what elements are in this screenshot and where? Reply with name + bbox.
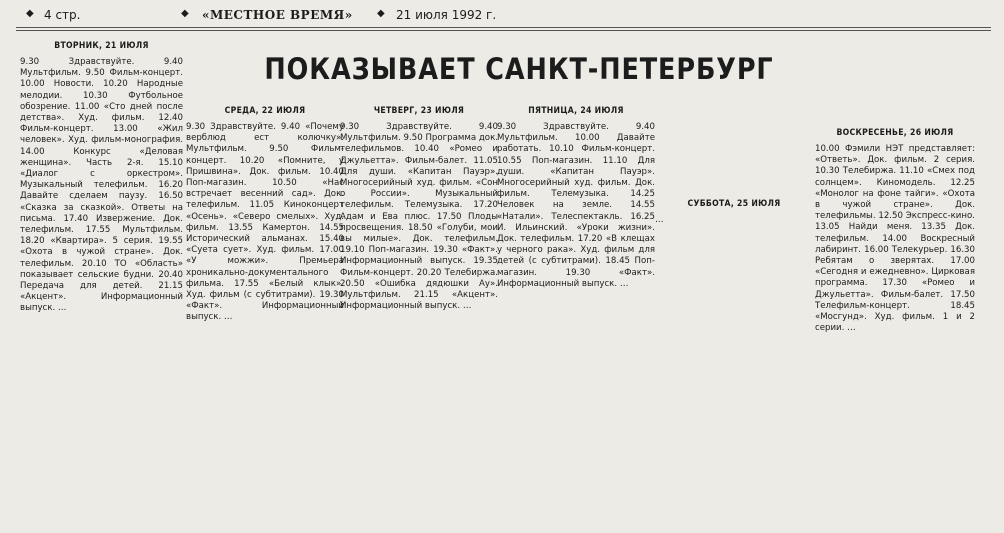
header-rule	[16, 27, 991, 28]
schedule-text: 9.30 Здравствуйте. 9.40 «Почему верблюд ест колючку». Мультфильм. 9.50 Фильм-концерт. 10.20 «Помните, у Пришвина». Док. фильм. 10.40 Поп-магазин. 10.50 «Нас встречает весенний сад». Док. телефильм. 11.05 Киноконцерт «Осень». «Северо смелых». Худ. фильм. 13.55 Камертон. 14.55 Исторический альманах. 15.40 «Суета сует». Худ. фильм. 17.00 «У можжи». Премьера хроникально-документального фильма. 17.55 «Белый клык». Худ. фильм (с субтитрами). 19.30 «Факт». Информационный выпуск. …	[186, 122, 344, 323]
schedule-text: 9.30 Здравствуйте. 9.40 Мультфильм. 9.50 Фильм-концерт. 10.00 Новости. 10.20 Народные мелодии. 10.30 Футбольное обозрение. 11.00 «Сто дней после детства». Худ. фильм. 12.40 Фильм-концерт. 13.00 «Жил человек». Худ. фильм-монография. 14.00 Конкурс «Деловая женщина». Часть 2-я. 15.10 «Диалог с оркестром». Музыкальный телефильм. 16.20 Давайте сделаем паузу. 16.50 «Сказка за сказкой». Ответы на письма. 17.40 Извержение. Док. телефильм. 17.55 Мультфильм. 18.20 «Квартира». 5 серия. 19.55 «Охота в чужой стране». Док. телефильм. 20.10 ТО «Область» показывает сельские будни. 20.40 Передача для детей. 21.15 «Акцент». Информационный выпуск. …	[20, 57, 183, 314]
schedule-column	[186, 106, 344, 519]
issue-date: 21 июля 1992 г.	[396, 8, 497, 22]
day-heading: ВТОРНИК, 21 ИЮЛЯ	[54, 41, 149, 51]
day-heading: ВОСКРЕСЕНЬЕ, 26 ИЮЛЯ	[836, 128, 954, 138]
schedule-column	[815, 128, 975, 519]
schedule-column	[655, 199, 813, 519]
diamond-icon: ◆	[26, 8, 34, 19]
day-heading: СРЕДА, 22 ИЮЛЯ	[224, 106, 306, 116]
schedule-text: 9.30 Здравствуйте. 9.40 Мультфильм. 10.00 Давайте работать. 10.10 Фильм-концерт. 10.55 Поп-магазин. 11.10 Для души. «Капитан Пауэр». Многосерийный худ. фильм. Док. фильм. Телемузыка. 14.25 Человек на земле. 14.55 «Натали». Телеспектакль. 16.25 И. Ильинский. «Уроки жизни». Док. телефильм. 17.20 «В клещах у черного рака». Худ. фильм для детей (с субтитрами). 18.45 Поп-магазин. 19.30 «Факт». Информационный выпуск. …	[497, 122, 655, 289]
schedule-column	[20, 41, 183, 519]
schedule-column	[340, 106, 498, 519]
page-number: 4 стр.	[44, 8, 81, 22]
diamond-icon: ◆	[377, 8, 385, 19]
day-heading: ПЯТНИЦА, 24 ИЮЛЯ	[528, 106, 624, 116]
schedule-column	[497, 106, 655, 519]
day-heading: ЧЕТВЕРГ, 23 ИЮЛЯ	[373, 106, 465, 116]
schedule-text: 10.00 Фэмили НЭТ представляет: «Ответь». Док. фильм. 2 серия. 10.30 Телебиржа. 11.10 «Смех под солнцем». Киномодель. 12.25 «Монолог на фоне тайги». «Охота в чужой стране». Док. телефильмы. 12.50 Экспресс-кино. 13.05 Найди меня. 13.35 Док. телефильм. 14.00 Воскресный лабиринт. 16.00 Телекурьер. 16.30 Ребятам о зверятах. 17.00 «Сегодня и ежедневно». Цирковая программа. 17.30 «Ромео и Джульетта». Фильм-балет. 17.50 Телефильм-концерт. 18.45 «Мосгунд». Худ. фильм. 1 и 2 серии. …	[815, 144, 975, 334]
diamond-icon: ◆	[181, 8, 189, 19]
schedule-text: 9.30 Здравствуйте. 9.40 Мультфильм. 9.50 Программа док. телефильмов. 10.40 «Ромео и Джульетта». Фильм-балет. 11.05 Для души. «Капитан Пауэр». Многосерийный худ. фильм. «Сон о России». Музыкальный телефильм. Телемузыка. 17.20 Адам и Ева плюс. 17.50 Плоды просвещения. 18.50 «Голуби, мои вы милые». Док. телефильм. 19.10 Поп-магазин. 19.30 «Факт». Информационный выпуск. 19.35 Фильм-концерт. 20.20 Телебиржа. 20.50 «Ошибка дядюшки Ау». Мультфильм. 21.15 «Акцент». Информационный выпуск. …	[340, 122, 498, 312]
schedule-text: …	[655, 215, 664, 225]
day-heading: СУББОТА, 25 ИЮЛЯ	[687, 199, 781, 209]
header-rule	[16, 30, 991, 31]
page-title: ПОКАЗЫВАЕТ САНКТ-ПЕТЕРБУРГ	[264, 52, 774, 86]
page-header	[22, 5, 502, 23]
newspaper-name: «МЕСТНОЕ ВРЕМЯ»	[202, 8, 353, 22]
